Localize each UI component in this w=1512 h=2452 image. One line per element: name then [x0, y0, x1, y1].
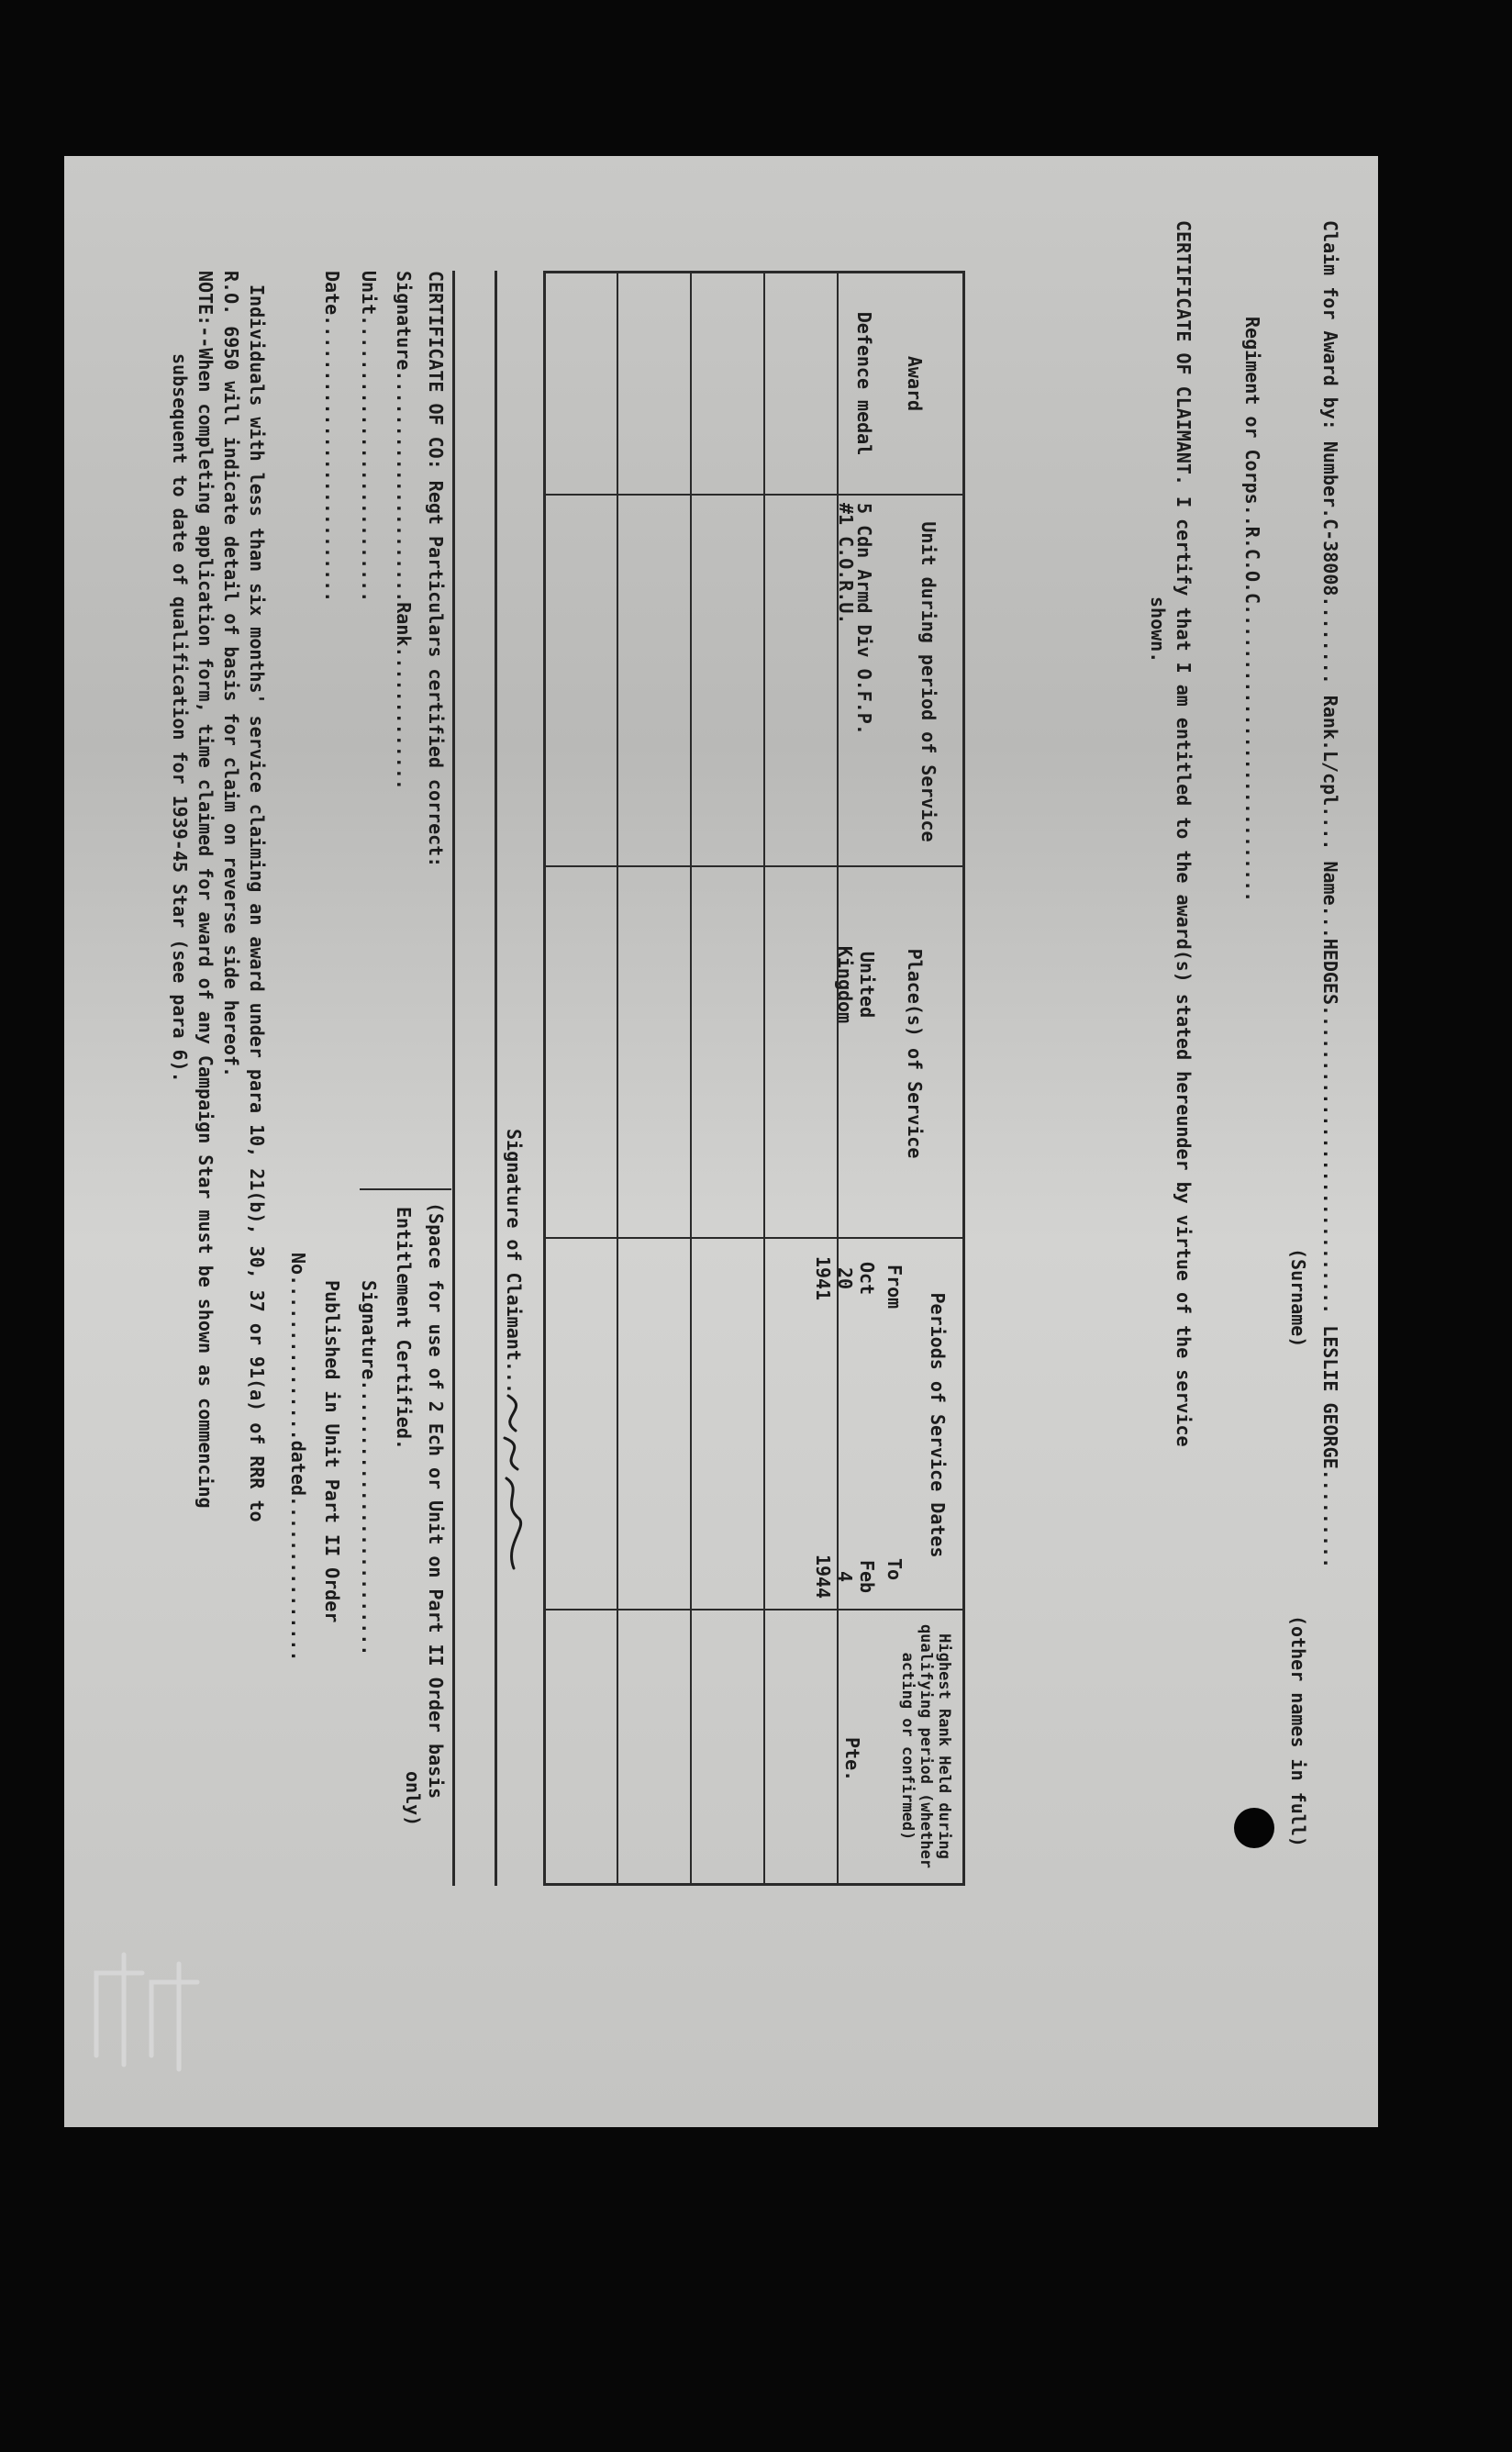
cell-place: United Kingdom — [834, 945, 878, 1024]
cell-award: Defence medal — [853, 311, 875, 456]
claim-header-line: Claim for Award by: Number.C-38008........ Rank.L/cpl.... Name...HEDGES............................ LESLIE GEORGE......... — [1319, 220, 1341, 1569]
number-label: Number. — [1319, 440, 1341, 519]
handwritten-number-44 — [87, 1918, 206, 2074]
cert-co-signature-line — [393, 271, 415, 790]
footnote-line3: NOTE:--When completing application form, time claimed for award of any Campaign Star must be shown as commencing — [195, 271, 217, 1509]
header-to: To — [884, 1558, 906, 1581]
name-label: Name. — [1319, 861, 1341, 917]
cert-co-line — [425, 271, 447, 867]
cert-claimant-text: I certify that I am entitled to the award(s) stated hereunder by virtue of the service — [1173, 496, 1195, 1447]
surname-caption: (Surname) — [1287, 1248, 1309, 1348]
other-names-caption: (other names in full) — [1287, 1615, 1309, 1847]
header-rank: Highest Rank Held during qualifying period (whether acting or confirmed) — [898, 1623, 953, 1869]
footnote-line4: subsequent to date of qualification for 1939-45 Star (see para 6). — [169, 353, 191, 1083]
header-from: From — [884, 1265, 906, 1310]
other-names-value: LESLIE GEORGE — [1319, 1325, 1341, 1469]
space-note-line1: (Space for use of 2 Ech or Unit on Part II Order basis — [425, 1202, 447, 1800]
entitlement-certified: Entitlement Certified. — [393, 1207, 415, 1450]
space-note-line2: only) — [402, 1771, 424, 1827]
cell-rank: Pte. — [841, 1737, 863, 1782]
order-no-dated: No...............dated............... — [287, 1253, 309, 1662]
cert-co-rank: Rank............. — [393, 602, 415, 790]
cert-claimant-line — [1173, 220, 1195, 1447]
footnote-line1: Individuals with less than six months' service claiming an award under para 10, 21(b), 30, 37 or 91(a) of RRR to — [246, 284, 268, 1522]
footnote-line2: R.O. 6950 will indicate detail of basis for claim on reverse side hereof. — [220, 271, 242, 1077]
document-paper — [64, 156, 1378, 2127]
regiment-label: Regiment or Corps.. — [1241, 317, 1263, 527]
cert-claimant-label: CERTIFICATE OF CLAIMANT. — [1173, 220, 1195, 485]
regiment-value: R.C.O.C — [1241, 526, 1263, 605]
cert-co-heading: CERTIFICATE OF CO: — [425, 271, 447, 470]
header-places: Place(s) of Service — [904, 948, 926, 1159]
claim-title: Claim for Award by: — [1319, 220, 1341, 430]
header-award: Award — [904, 355, 926, 412]
published-label: Published in Unit Part II Order — [321, 1280, 343, 1623]
header-unit: Unit during period of Service — [917, 521, 939, 842]
regiment-line: Regiment or Corps..R.C.O.C........................... — [1241, 317, 1263, 903]
cell-from: Oct 20 1941 — [812, 1255, 878, 1301]
cell-to: Feb 4 1944 — [812, 1554, 878, 1599]
header-periods: Periods of Service Dates — [927, 1292, 949, 1558]
rank-label: Rank. — [1319, 695, 1341, 752]
cell-unit-line1: 5 Cdn Armd Div O.F.P. — [853, 503, 875, 735]
rotated-claim-form — [64, 156, 1378, 2127]
cert-co-text: Regt Particulars certified correct: — [425, 480, 447, 868]
cell-unit-line2: #1 C.O.R.U. — [835, 503, 857, 625]
cert-co-date: Date.......................... — [321, 271, 343, 603]
cert-co-unit: Unit.......................... — [358, 271, 380, 603]
rank-value: L/cpl — [1319, 751, 1341, 807]
claimant-signature — [490, 1390, 541, 1574]
service-table — [543, 271, 965, 1886]
cert-claimant-text2: shown. — [1147, 596, 1169, 663]
cert-co-signature: Signature..................... — [393, 271, 415, 603]
space-note-signature: Signature......................... — [358, 1280, 380, 1656]
number-value: C-38008 — [1319, 518, 1341, 596]
signature-claimant-label: Signature of Claimant... — [503, 1129, 525, 1394]
punch-hole — [1234, 1808, 1274, 1848]
surname-value: HEDGES — [1319, 938, 1341, 1006]
